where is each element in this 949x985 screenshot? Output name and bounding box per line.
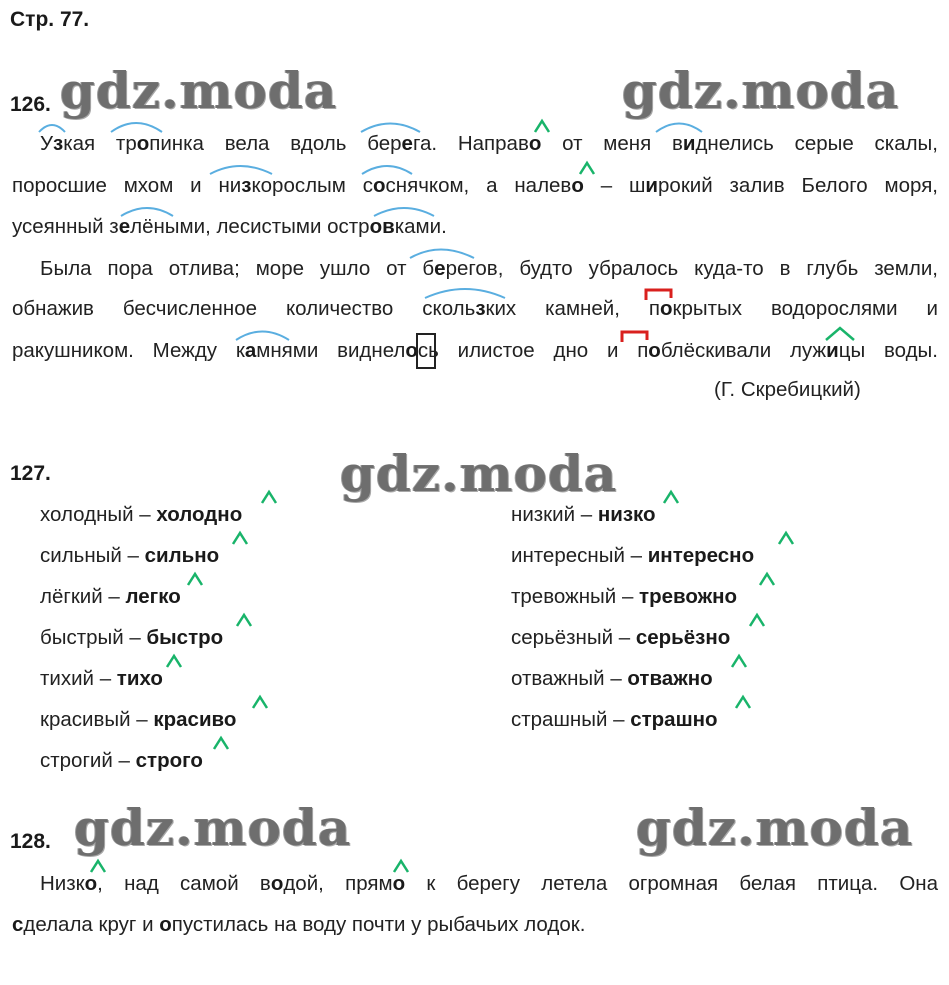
word-pair xyxy=(40,501,242,529)
ex128-line xyxy=(40,870,938,898)
text-segment: регов, будто убралось куда-то в глубь земли, xyxy=(445,257,938,280)
text-segment: сь илистое дно и п xyxy=(417,339,649,362)
highlighted-letter: е xyxy=(118,215,131,238)
ex126-line xyxy=(40,130,938,158)
dash: – xyxy=(121,544,145,567)
highlighted-letter: ов xyxy=(369,215,395,238)
text-segment: днелись серые скалы, xyxy=(695,132,938,155)
adjective: лёгкий xyxy=(40,585,103,608)
watermark-logo: gdz.moda xyxy=(60,61,338,120)
highlighted-letter: о xyxy=(405,339,418,362)
word-pair xyxy=(511,624,730,652)
highlighted-letter: а xyxy=(244,339,257,362)
text-segment: обнажив бесчисленное количество сколь xyxy=(12,297,476,320)
adjective: низкий xyxy=(511,503,576,526)
highlighted-letter: з xyxy=(475,297,486,320)
adverb: быстро xyxy=(146,626,224,649)
adjective: красивый xyxy=(40,708,131,731)
dash: – xyxy=(102,585,126,608)
caret-mark xyxy=(233,533,247,544)
adverb: холодно xyxy=(156,503,243,526)
caret-mark xyxy=(253,697,267,708)
caret-mark xyxy=(262,492,276,503)
ex128-line xyxy=(12,911,938,939)
text-segment: цы воды. xyxy=(838,339,938,362)
dash: – xyxy=(575,503,598,526)
word-pair xyxy=(511,706,718,734)
exercise-number-126: 126. xyxy=(10,93,51,116)
word-pair xyxy=(40,706,236,734)
highlighted-letter: с xyxy=(12,913,24,936)
text-segment: усеянный з xyxy=(12,215,119,238)
word-pair xyxy=(511,542,754,570)
text-segment: пинка вела вдоль бер xyxy=(149,132,402,155)
word-pair xyxy=(40,665,163,693)
dash: – xyxy=(94,667,117,690)
caret-mark xyxy=(736,697,750,708)
ex126-line xyxy=(12,337,938,365)
dash: – xyxy=(133,503,157,526)
word-pair xyxy=(511,583,737,611)
adverb: легко xyxy=(125,585,181,608)
word-pair xyxy=(40,747,203,775)
caret-mark xyxy=(214,738,228,749)
highlighted-letter: о xyxy=(648,339,661,362)
adjective: серьёзный xyxy=(511,626,614,649)
watermark-logo: gdz.moda xyxy=(74,798,352,857)
dash: – xyxy=(123,626,147,649)
highlighted-letter: о xyxy=(84,872,98,895)
watermark-logo: gdz.moda xyxy=(622,61,900,120)
caret-mark xyxy=(779,533,793,544)
highlighted-letter: о xyxy=(571,174,584,197)
adjective: строгий xyxy=(40,749,113,772)
text-segment: га. Направ xyxy=(412,132,529,155)
exercise-number-128: 128. xyxy=(10,830,51,853)
adverb: серьёзно xyxy=(635,626,731,649)
text-segment: ками. xyxy=(394,215,447,238)
highlighted-letter: о xyxy=(528,132,542,155)
highlighted-letter: о xyxy=(136,132,150,155)
text-segment: Низк xyxy=(40,872,85,895)
text-segment: мнями виднел xyxy=(256,339,406,362)
caret-mark xyxy=(188,574,202,585)
word-pair xyxy=(40,542,219,570)
word-pair xyxy=(40,583,181,611)
adjective: тревожный xyxy=(511,585,617,608)
text-segment: ких камней, п xyxy=(485,297,660,320)
adverb: отважно xyxy=(627,667,713,690)
adjective: холодный xyxy=(40,503,134,526)
text-segment: кая тр xyxy=(63,132,137,155)
adverb: низко xyxy=(597,503,656,526)
exercise-number-127: 127. xyxy=(10,462,51,485)
highlighted-letter: з xyxy=(241,174,252,197)
highlighted-letter: о xyxy=(659,297,673,320)
adverb: строго xyxy=(135,749,203,772)
highlighted-letter: о xyxy=(392,872,406,895)
dash: – xyxy=(624,544,648,567)
watermark-logo: gdz.moda xyxy=(340,444,618,503)
word-pair xyxy=(511,501,656,529)
text-segment: поросшие мхом и ни xyxy=(12,174,242,197)
caret-mark xyxy=(167,656,181,667)
highlighted-letter: е xyxy=(401,132,413,155)
dash: – xyxy=(607,708,631,731)
adjective: отважный xyxy=(511,667,605,690)
text-segment: делала круг и xyxy=(23,913,160,936)
word-pair xyxy=(40,624,223,652)
dash: – xyxy=(130,708,154,731)
text-segment: корослым с xyxy=(251,174,373,197)
caret-mark xyxy=(760,574,774,585)
ex126-line xyxy=(40,255,938,283)
text-segment: блёскивали луж xyxy=(660,339,827,362)
adverb: интересно xyxy=(647,544,755,567)
dash: – xyxy=(616,585,640,608)
highlighted-letter: и xyxy=(826,339,839,362)
highlighted-letter: о xyxy=(159,913,172,936)
text-segment: к берегу летела огромная белая птица. Она xyxy=(405,872,938,895)
adverb: тихо xyxy=(116,667,163,690)
adjective: страшный xyxy=(511,708,608,731)
watermark-logo: gdz.moda xyxy=(636,798,914,857)
dash: – xyxy=(613,626,636,649)
adverb: сильно xyxy=(144,544,220,567)
text-segment: пустилась на воду почти у рыбачьих лодок. xyxy=(171,913,586,936)
author-attribution: (Г. Скребицкий) xyxy=(714,378,861,401)
adjective: быстрый xyxy=(40,626,124,649)
text-segment: дой, прям xyxy=(283,872,393,895)
caret-mark xyxy=(237,615,251,626)
adjective: сильный xyxy=(40,544,122,567)
ex126-line xyxy=(12,172,938,200)
caret-mark xyxy=(732,656,746,667)
page-heading: Стр. 77. xyxy=(10,8,90,31)
highlighted-letter: з xyxy=(53,132,64,155)
dash: – xyxy=(112,749,136,772)
highlighted-letter: о xyxy=(270,872,284,895)
adverb: страшно xyxy=(630,708,718,731)
letter-box-mark xyxy=(416,333,436,369)
text-segment: У xyxy=(40,132,54,155)
text-segment: рокий залив Белого моря, xyxy=(658,174,938,197)
highlighted-letter: о xyxy=(372,174,386,197)
adverb: тревожно xyxy=(639,585,738,608)
text-segment: от меня в xyxy=(541,132,683,155)
text-segment: Была пора отлива; море ушло от б xyxy=(40,257,435,280)
text-segment: лёными, лесистыми остр xyxy=(130,215,370,238)
word-pair xyxy=(511,665,713,693)
text-segment: крытых водорослями и xyxy=(672,297,938,320)
text-segment: , над самой в xyxy=(97,872,271,895)
adjective: тихий xyxy=(40,667,94,690)
highlighted-letter: и xyxy=(682,132,696,155)
text-segment: – ш xyxy=(583,174,646,197)
adjective: интересный xyxy=(511,544,625,567)
adverb: красиво xyxy=(153,708,237,731)
caret-mark xyxy=(664,492,678,503)
highlighted-letter: и xyxy=(645,174,659,197)
dash: – xyxy=(604,667,628,690)
text-segment: ракушником. Между к xyxy=(12,339,245,362)
text-segment: снячком, а налев xyxy=(385,174,572,197)
caret-mark xyxy=(750,615,764,626)
highlighted-letter: е xyxy=(434,257,446,280)
ex126-line xyxy=(12,295,938,323)
ex126-line xyxy=(12,213,938,241)
